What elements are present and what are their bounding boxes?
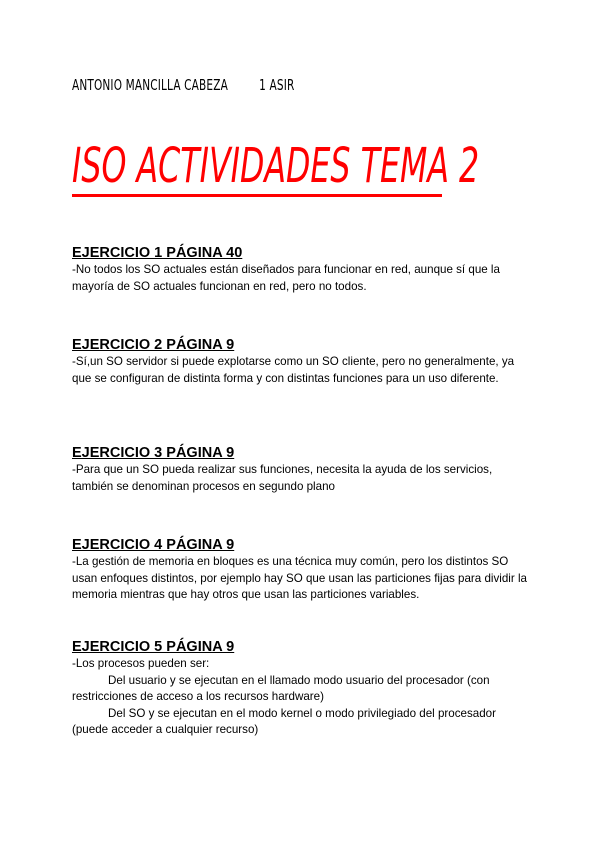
exercise-3 <box>72 444 532 495</box>
exercise-text: -Los procesos pueden ser: <box>72 657 210 670</box>
author-line <box>72 76 294 94</box>
exercise-5 <box>72 638 532 739</box>
exercise-heading: EJERCICIO 5 PÁGINA 9 <box>72 639 235 655</box>
exercise-2 <box>72 336 532 387</box>
exercise-heading: EJERCICIO 1 PÁGINA 40 <box>72 245 243 261</box>
title-underline <box>72 194 442 197</box>
exercise-heading: EJERCICIO 4 PÁGINA 9 <box>72 537 235 553</box>
exercise-text: -Para que un SO pueda realizar sus funciones, necesita la ayuda de los servicios, también se denominan procesos en segundo plano <box>72 463 493 493</box>
exercise-text: -No todos los SO actuales están diseñados para funcionar en red, aunque sí que la mayoría de SO actuales funcionan en red, pero no todos. <box>72 263 500 293</box>
exercise-text: Del SO y se ejecutan en el modo kernel o modo privilegiado del procesador (puede acceder a cualquier recurso) <box>72 706 496 736</box>
exercise-text: -Sí,un SO servidor si puede explotarse como un SO cliente, pero no generalmente, ya que se configuran de distinta forma y con distintas funciones para un uso diferente. <box>72 355 515 385</box>
author-name: ANTONIO MANCILLA CABEZA <box>72 76 228 94</box>
exercise-heading: EJERCICIO 3 PÁGINA 9 <box>72 445 235 461</box>
exercise-text: Del usuario y se ejecutan en el llamado modo usuario del procesador (con restricciones de acceso a los recursos hardware) <box>72 673 490 703</box>
exercise-4 <box>72 536 532 604</box>
exercise-1 <box>72 244 532 295</box>
exercise-text: -La gestión de memoria en bloques es una técnica muy común, pero los distintos SO usan enfoques distintos, por ejemplo hay SO que usan las particiones fijas para dividir la memoria mientras que hay otros que usan las particiones variables. <box>72 555 527 601</box>
page-title: ISO ACTIVIDADES TEMA 2 <box>72 138 480 194</box>
exercise-heading: EJERCICIO 2 PÁGINA 9 <box>72 337 235 353</box>
course-label: 1 ASIR <box>259 76 295 94</box>
